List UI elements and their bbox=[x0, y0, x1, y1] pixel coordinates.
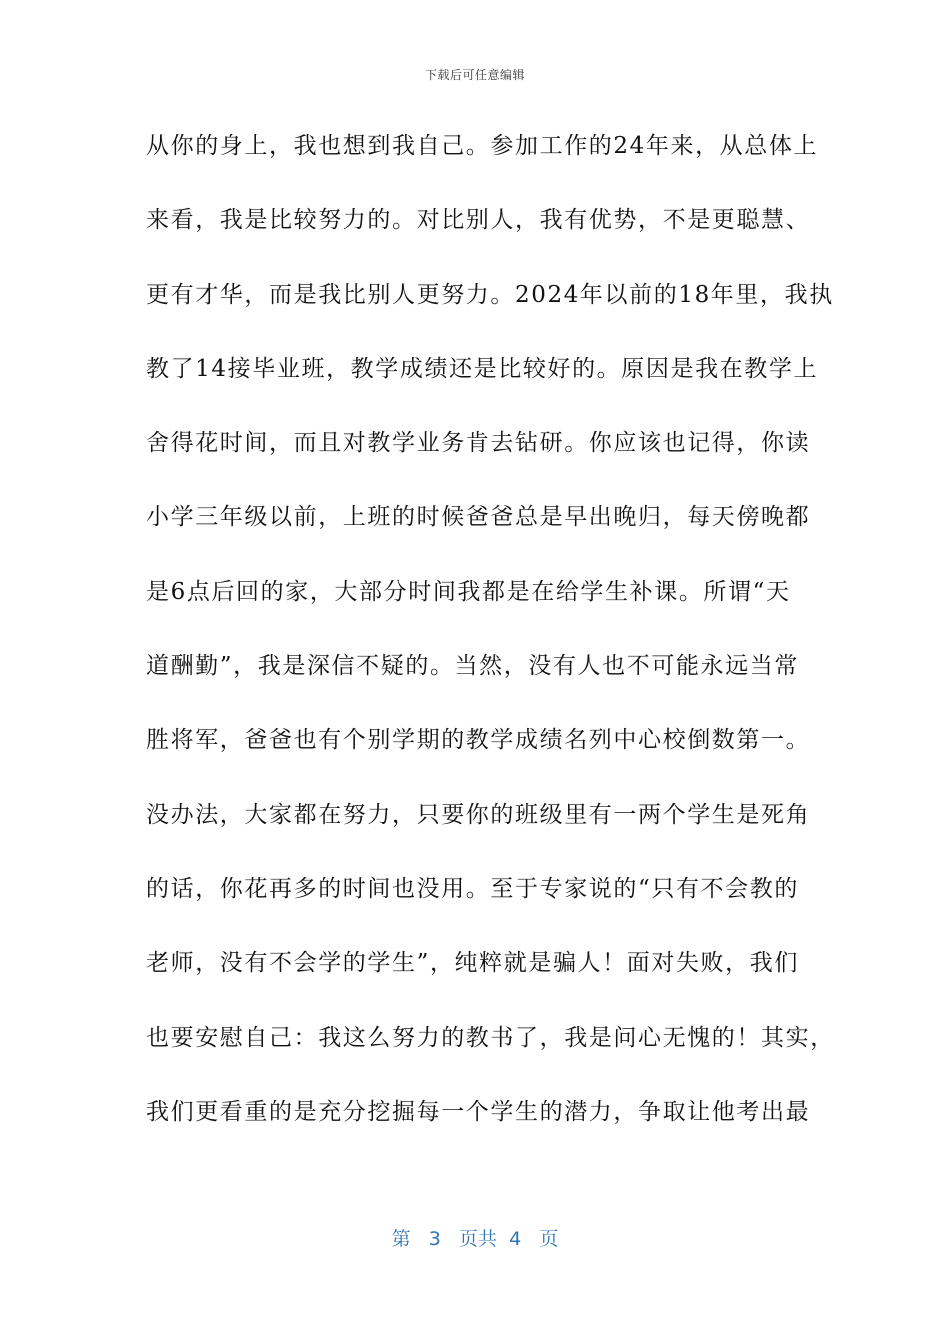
body-line-12: 老师，没有不会学的学生”，纯粹就是骗人！面对失败，我们 bbox=[146, 950, 799, 977]
body-line-10: 没办法，大家都在努力，只要你的班级里有一两个学生是死角 bbox=[146, 801, 811, 828]
body-line-3: 更有才华，而是我比别人更努力。2024年以前的18年里，我执 bbox=[146, 281, 834, 308]
body-line-6: 小学三年级以前，上班的时候爸爸总是早出晚归，每天傍晚都 bbox=[146, 504, 811, 531]
footer-total-pages: 4 bbox=[509, 1228, 522, 1250]
body-line-1: 从你的身上，我也想到我自己。参加工作的24年来，从总体上 bbox=[146, 133, 819, 159]
header-note: 下载后可任意编辑 bbox=[424, 68, 525, 82]
body-text bbox=[146, 118, 835, 1158]
body-line-7: 是6点后回的家，大部分时间我都是在给学生补课。所谓“天 bbox=[146, 578, 791, 605]
body-line-5: 舍得花时间，而且对教学业务肯去钻研。你应该也记得，你读 bbox=[146, 430, 811, 457]
body-line-4: 教了14接毕业班，教学成绩还是比较好的。原因是我在教学上 bbox=[146, 355, 819, 382]
footer-middle: 页共 bbox=[459, 1228, 498, 1250]
body-line-2: 来看，我是比较努力的。对比别人，我有优势，不是更聪慧、 bbox=[146, 207, 811, 234]
body-line-8: 道酬勤”，我是深信不疑的。当然，没有人也不可能永远当常 bbox=[146, 653, 799, 680]
body-line-14: 我们更看重的是充分挖掘每一个学生的潜力，争取让他考出最 bbox=[146, 1098, 811, 1125]
page-footer bbox=[0, 1224, 950, 1251]
body-line-9: 胜将军，爸爸也有个别学期的教学成绩名列中心校倒数第一。 bbox=[146, 727, 811, 754]
footer-current-page: 3 bbox=[428, 1228, 441, 1250]
footer-suffix: 页 bbox=[539, 1228, 559, 1250]
body-line-11: 的话，你花再多的时间也没用。至于专家说的“只有不会教的 bbox=[146, 875, 799, 902]
body-line-13: 也要安慰自己：我这么努力的教书了，我是问心无愧的！其实， bbox=[146, 1024, 835, 1051]
footer-prefix: 第 bbox=[391, 1228, 411, 1250]
